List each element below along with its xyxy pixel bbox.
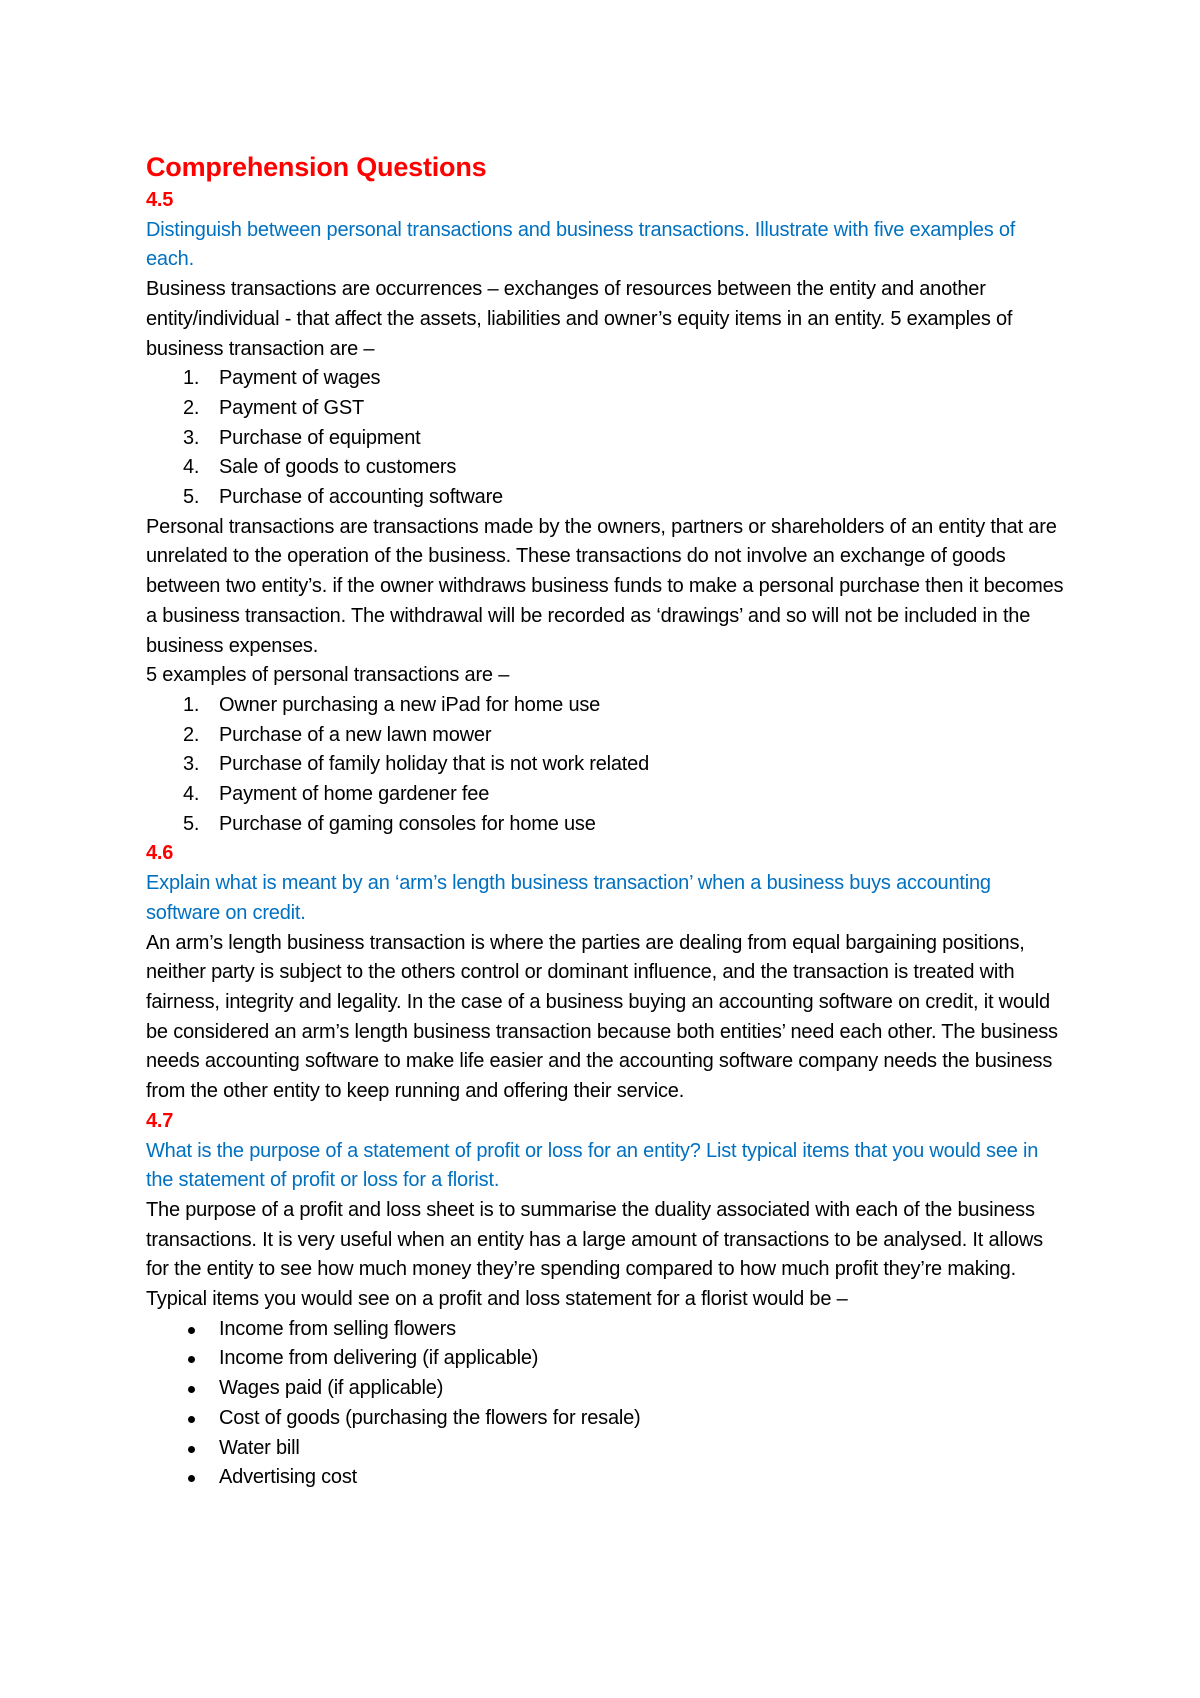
list-item (146, 691, 1066, 721)
list-item (146, 1315, 1066, 1345)
personal-examples-list (146, 691, 1066, 840)
document-title: Comprehension Questions (146, 152, 487, 182)
question-text: What is the purpose of a statement of profit or loss for an entity? List typical items that you would see in the statement of profit or loss for a florist. (146, 1139, 1039, 1192)
list-number: 2. (183, 723, 200, 746)
answer-paragraph: An arm’s length business transaction is where the parties are dealing from equal bargaining positions, neither party is subject to the others control or dominant influence, and the transaction is treated with fairness, integrity and legality. In the case of a business buying an accounting software on credit, it would be considered an arm’s length business transaction because both entities’ need each other. The business needs accounting software to make life easier and the accounting software company needs the business from the other entity to keep running and offering their service. (146, 931, 1058, 1103)
question-text: Explain what is meant by an ‘arm’s length business transaction’ when a business buys accounting software on credit. (146, 872, 991, 924)
list-item (146, 721, 1066, 751)
list-item (146, 1344, 1066, 1374)
profit-loss-items-list (146, 1315, 1066, 1493)
list-item (146, 1404, 1066, 1434)
list-item (146, 483, 1066, 513)
list-item (146, 1434, 1066, 1464)
list-item-text: Payment of wages (219, 367, 381, 390)
list-number: 3. (183, 753, 200, 776)
list-item-text: Purchase of family holiday that is not work related (219, 753, 650, 776)
list-number: 2. (183, 396, 200, 419)
list-number: 1. (183, 367, 200, 390)
list-item (146, 394, 1066, 424)
list-item-text: Wages paid (if applicable) (219, 1377, 444, 1400)
list-number: 1. (183, 693, 200, 716)
business-examples-list (146, 364, 1066, 513)
list-item (146, 1463, 1066, 1493)
section-4-6 (146, 839, 1066, 1106)
list-number: 4. (183, 783, 200, 806)
answer-paragraph: Personal transactions are transactions made by the owners, partners or shareholders of an entity that are unrelated to the operation of the business. These transactions do not involve an exchange of goods between two entity’s. if the owner withdraws business funds to make a personal purchase then it becomes a business transaction. The withdrawal will be recorded as ‘drawings’ and so will not be included in the business expenses. (146, 515, 1064, 657)
list-item-text: Purchase of a new lawn mower (219, 723, 492, 746)
list-item-text: Cost of goods (purchasing the flowers for resale) (219, 1406, 641, 1429)
section-4-5 (146, 186, 1066, 839)
list-number: 5. (183, 486, 200, 509)
list-item-text: Purchase of accounting software (219, 486, 503, 509)
list-item-text: Advertising cost (219, 1466, 357, 1489)
list-item (146, 750, 1066, 780)
list-item-text: Purchase of equipment (219, 426, 421, 449)
question-number: 4.5 (146, 189, 174, 211)
list-item-text: Sale of goods to customers (219, 456, 457, 479)
list-item (146, 364, 1066, 394)
list-item-text: Payment of GST (219, 396, 365, 419)
question-number: 4.7 (146, 1109, 174, 1132)
list-item (146, 424, 1066, 454)
list-item-text: Purchase of gaming consoles for home use (219, 812, 596, 835)
list-number: 3. (183, 426, 200, 449)
list-item (146, 780, 1066, 810)
answer-paragraph: 5 examples of personal transactions are – (146, 664, 510, 687)
list-number: 4. (183, 456, 200, 479)
list-item-text: Income from delivering (if applicable) (219, 1347, 539, 1370)
document-page (146, 148, 1066, 1493)
list-number: 5. (183, 812, 200, 835)
list-item-text: Income from selling flowers (219, 1317, 456, 1340)
list-item (146, 810, 1066, 840)
question-text: Distinguish between personal transactions and business transactions. Illustrate with five examples of each. (146, 218, 1016, 271)
list-item (146, 453, 1066, 483)
answer-paragraph: Business transactions are occurrences – exchanges of resources between the entity and another entity/individual - that affect the assets, liabilities and owner’s equity items in an entity. 5 examples of business transaction are – (146, 278, 1013, 360)
answer-paragraph: The purpose of a profit and loss sheet is to summarise the duality associated with each of the business transactions. It is very useful when an entity has a large amount of transactions to be analysed. It allows for the entity to see how much money they’re spending compared to how much profit they’re making. Typical items you would see on a profit and loss statement for a florist would be – (146, 1198, 1043, 1311)
list-item-text: Payment of home gardener fee (219, 783, 490, 806)
list-item-text: Water bill (219, 1436, 300, 1459)
list-item-text: Owner purchasing a new iPad for home use (219, 693, 601, 716)
list-item (146, 1374, 1066, 1404)
section-4-7 (146, 1107, 1066, 1493)
question-number: 4.6 (146, 842, 174, 865)
